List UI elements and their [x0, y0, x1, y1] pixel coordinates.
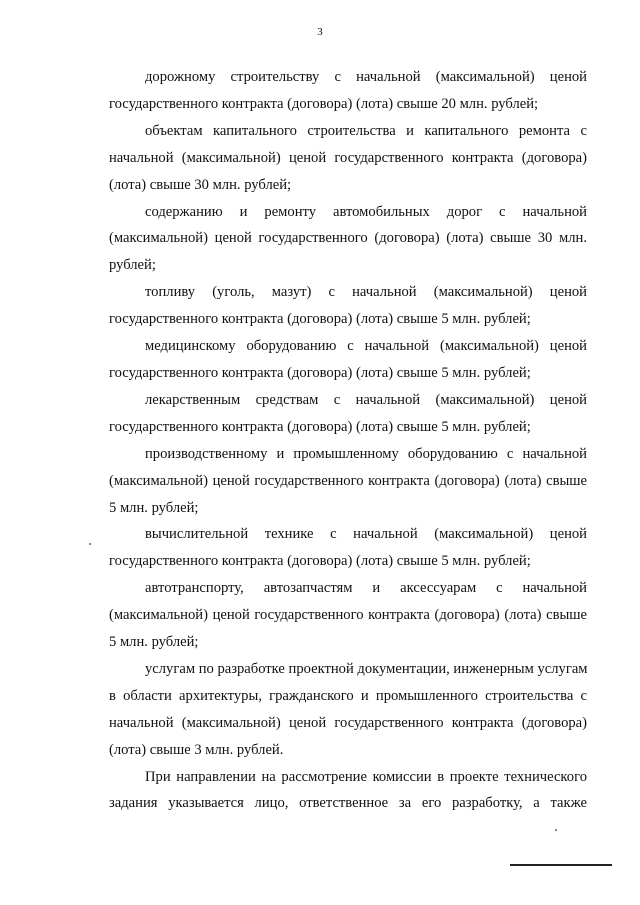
document-body — [109, 64, 587, 817]
text-line: рублей; — [109, 257, 156, 274]
text-line: услугам по разработке проектной документации, инженерным услугам — [145, 660, 588, 677]
paragraph — [109, 764, 587, 818]
text-line: дорожному строительству с начальной (максимальной) ценой — [145, 69, 587, 85]
paragraph — [109, 199, 587, 280]
text-line: 5 млн. рублей; — [109, 634, 199, 651]
text-line: (лота) свыше 30 млн. рублей; — [109, 176, 292, 193]
paragraph — [109, 656, 587, 764]
scan-artifact — [555, 829, 557, 831]
text-line: государственного контракта (договора) (лота) свыше 20 млн. рублей; — [109, 95, 539, 112]
text-line: (максимальной) ценой государственного контракта (договора) (лота) свыше — [109, 607, 587, 624]
text-line: топливу (уголь, мазут) с начальной (максимальной) ценой — [145, 284, 587, 301]
paragraph — [109, 279, 587, 333]
text-line: содержанию и ремонту автомобильных дорог с начальной — [145, 203, 587, 220]
text-line: начальной (максимальной) ценой государственного контракта (договора) — [109, 714, 587, 731]
text-line: задания указывается лицо, ответственное за его разработку, а также — [109, 795, 587, 812]
paragraph — [109, 118, 587, 199]
text-line: государственного контракта (договора) (лота) свыше 5 млн. рублей; — [109, 418, 531, 435]
paragraph — [109, 333, 587, 387]
text-line: в области архитектуры, гражданского и промышленного строительства с — [109, 687, 587, 704]
paragraph — [109, 575, 587, 656]
text-line: 5 млн. рублей; — [109, 499, 199, 516]
text-line: автотранспорту, автозапчастям и аксессуарам с начальной — [145, 580, 587, 597]
text-line: производственному и промышленному оборудованию с начальной — [145, 445, 587, 462]
paragraph — [109, 521, 587, 575]
text-line: объектам капитального строительства и капитального ремонта с — [145, 122, 587, 139]
text-line: При направлении на рассмотрение комиссии в проекте технического — [145, 768, 587, 785]
text-line: вычислительной технике с начальной (максимальной) ценой — [145, 526, 587, 543]
scan-artifact — [89, 543, 91, 545]
footer-rule — [510, 864, 612, 866]
text-line: (лота) свыше 3 млн. рублей. — [109, 741, 284, 758]
paragraph — [109, 441, 587, 522]
text-line: лекарственным средствам с начальной (максимальной) ценой — [145, 391, 587, 408]
text-line: государственного контракта (договора) (лота) свыше 5 млн. рублей; — [109, 364, 531, 381]
text-line: государственного контракта (договора) (лота) свыше 5 млн. рублей; — [109, 553, 531, 570]
text-line: начальной (максимальной) ценой государственного контракта (договора) — [109, 149, 587, 166]
text-line: (максимальной) ценой государственного (договора) (лота) свыше 30 млн. — [109, 230, 587, 247]
text-line: (максимальной) ценой государственного контракта (договора) (лота) свыше — [109, 472, 587, 489]
page-number: 3 — [317, 26, 323, 38]
text-line: государственного контракта (договора) (лота) свыше 5 млн. рублей; — [109, 311, 531, 328]
paragraph — [109, 387, 587, 441]
text-line: медицинскому оборудованию с начальной (максимальной) ценой — [145, 338, 587, 355]
paragraph — [109, 64, 587, 118]
